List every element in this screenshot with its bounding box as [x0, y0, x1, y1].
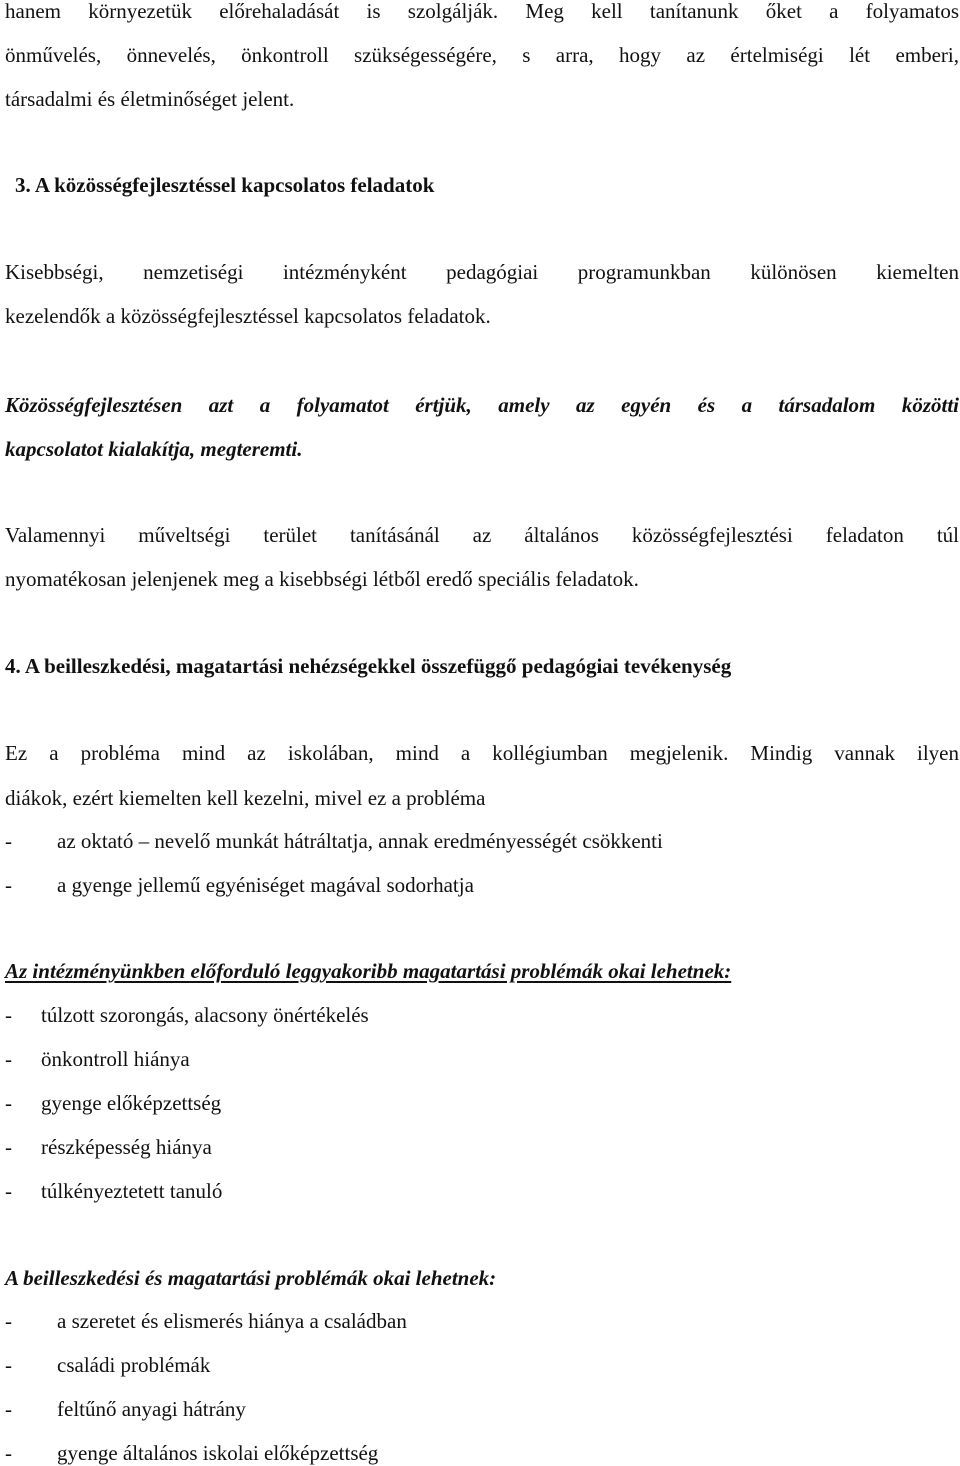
section-4-heading: 4. A beilleszkedési, magatartási nehézségekkel összefüggő pedagógiai tevékenység — [5, 654, 732, 678]
behavior-item-3 — [5, 1090, 221, 1116]
integration-item-text: gyenge általános iskolai előképzettség — [57, 1441, 379, 1465]
behavior-item-text: önkontroll hiánya — [41, 1047, 190, 1071]
integration-item-text: családi problémák — [57, 1353, 211, 1377]
integration-item-4 — [5, 1440, 378, 1466]
integration-item-3 — [5, 1396, 246, 1422]
section-3-definition-line-2: kapcsolatot kialakítja, megteremti. — [5, 437, 303, 461]
section-3-para2-line-2: nyomatékosan jelenjenek meg a kisebbségi létből eredő speciális feladatok. — [5, 567, 639, 591]
behavior-item-2 — [5, 1046, 190, 1072]
integration-item-1 — [5, 1308, 407, 1334]
section-4-para-line-2: diákok, ezért kiemelten kell kezelni, mivel ez a probléma — [5, 786, 486, 810]
dash-marker: - — [5, 1309, 12, 1333]
behavior-item-text: részképesség hiánya — [41, 1135, 212, 1159]
integration-item-text: a szeretet és elismerés hiánya a családban — [57, 1309, 407, 1333]
intro-line-3: társadalmi és életminőséget jelent. — [5, 87, 295, 111]
intro-line-2: önművelés, önnevelés, önkontroll szükségességére, s arra, hogy az értelmiségi lét emberi, — [5, 43, 959, 67]
section-3-para2-line-1: Valamennyi műveltségi terület tanításánál az általános közösségfejlesztési feladaton túl — [5, 523, 959, 547]
integration-item-text: feltűnő anyagi hátrány — [57, 1397, 246, 1421]
section-4-bullet-1 — [5, 828, 663, 854]
integration-item-2 — [5, 1352, 210, 1378]
behavior-item-text: túlzott szorongás, alacsony önértékelés — [41, 1003, 369, 1027]
section-3-definition-line-1: Közösségfejlesztésen azt a folyamatot értjük, amely az egyén és a társadalom közötti — [5, 393, 959, 417]
dash-marker: - — [5, 1091, 12, 1115]
section-3-para1-line-2: kezelendők a közösségfejlesztéssel kapcsolatos feladatok. — [5, 304, 491, 328]
behavior-item-text: túlkényeztetett tanuló — [41, 1179, 223, 1203]
behavior-item-1 — [5, 1002, 369, 1028]
behavior-item-4 — [5, 1134, 212, 1160]
section-4-para-line-1: Ez a probléma mind az iskolában, mind a kollégiumban megjelenik. Mindig vannak ilyen — [5, 741, 959, 765]
section-4-bullet-2 — [5, 872, 474, 898]
bullet-text: a gyenge jellemű egyéniséget magával sodorhatja — [57, 873, 474, 897]
dash-marker: - — [5, 1179, 12, 1203]
behavior-problems-heading: Az intézményünkben előforduló leggyakoribb magatartási problémák okai lehetnek: — [5, 959, 732, 983]
section-3-para1-line-1: Kisebbségi, nemzetiségi intézményként pedagógiai programunkban különösen kiemelten — [5, 260, 959, 284]
integration-problems-heading: A beilleszkedési és magatartási problémák okai lehetnek: — [5, 1266, 497, 1290]
dash-marker: - — [5, 1397, 12, 1421]
dash-marker: - — [5, 1003, 12, 1027]
bullet-text: az oktató – nevelő munkát hátráltatja, annak eredményességét csökkenti — [57, 829, 663, 853]
dash-marker: - — [5, 1135, 12, 1159]
behavior-item-text: gyenge előképzettség — [41, 1091, 222, 1115]
dash-marker: - — [5, 1441, 12, 1465]
dash-marker: - — [5, 873, 12, 897]
dash-marker: - — [5, 1353, 12, 1377]
behavior-item-5 — [5, 1178, 222, 1204]
dash-marker: - — [5, 1047, 12, 1071]
section-3-heading: 3. A közösségfejlesztéssel kapcsolatos feladatok — [15, 173, 435, 197]
dash-marker: - — [5, 829, 12, 853]
intro-line-1: hanem környezetük előrehaladását is szolgálják. Meg kell tanítanunk őket a folyamatos — [5, 0, 959, 23]
